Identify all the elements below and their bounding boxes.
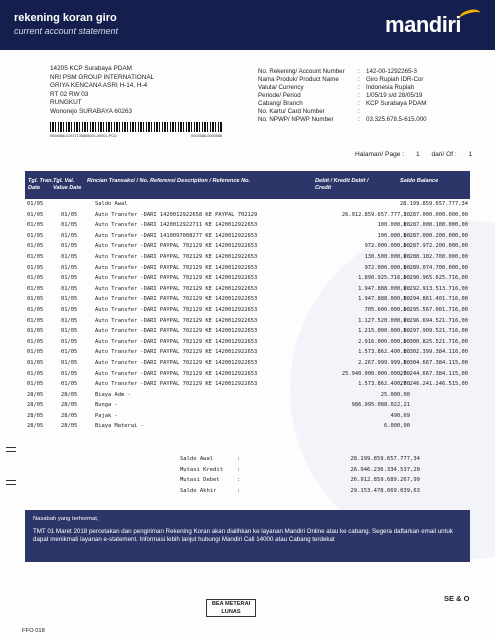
table-row: [25, 253, 470, 264]
table-row: [25, 306, 470, 317]
amount-cell: 1.947.888.000,00: [358, 296, 410, 303]
description-cell: Bunga -: [95, 402, 118, 409]
table-row: [25, 264, 470, 275]
description-cell: Auto Transfer -DARI PAYPAL 702129 KE 1420012922653: [95, 296, 258, 303]
page-total: 1: [468, 151, 473, 158]
value-date-cell: 01/05: [61, 243, 78, 250]
table-row: [25, 211, 470, 222]
table-row: [25, 317, 470, 328]
balance-cell: 27.246.241.246.515,00: [399, 381, 468, 388]
summary-value: 28.199.859.657.777,34: [350, 456, 420, 462]
amount-cell: 2.267.999.999,00: [358, 359, 410, 366]
info-value: KCP Surabaya PDAM: [366, 100, 427, 107]
value-date-cell: 01/05: [61, 211, 78, 218]
table-row: [25, 370, 470, 381]
info-value: Indonesia Rupiah: [366, 84, 415, 91]
amount-cell: 1.890.925.716,00: [358, 275, 410, 282]
table-row: [25, 412, 470, 423]
info-row: Valuta/ Currency : Indonesia Rupiah: [258, 84, 415, 91]
tran-date-cell: 01/05: [27, 370, 44, 377]
stamp-duty-box: [206, 599, 256, 617]
balance-cell: 1.295.567.001.716,00: [403, 306, 468, 313]
summary-row: Mutasi Debet : 26.912.859.689.267,99: [180, 477, 420, 483]
summary-row: Saldo Akhir : 29.153.478.069.039,63: [180, 487, 420, 494]
table-row: [25, 295, 470, 306]
amount-cell: 130.500.000,00: [364, 253, 410, 260]
table-row: [25, 285, 470, 296]
logo-wave-icon: [458, 7, 482, 24]
balance-cell: 27.244.667.384.115,00: [399, 370, 468, 377]
description-cell: Auto Transfer -DARI PAYPAL 702129 KE 1420012922653: [95, 317, 258, 324]
stamp-line1: BEA METERAI: [211, 601, 251, 607]
balance-cell: 1.287.000.100.000,00: [403, 222, 468, 229]
description-cell: Auto Transfer -DARI PAYPAL 702129 KE 1420012922653: [95, 338, 258, 345]
col-tgl-tran: Tgl. Tran. Date: [28, 178, 54, 191]
statement-subtitle: current account statement: [14, 26, 119, 36]
table-row: [25, 200, 470, 211]
page-of-label: dari/ Of :: [431, 151, 457, 158]
value-date-cell: 01/05: [61, 317, 78, 324]
barcode-number: 0004588-01917135805001-00001-PCD: [50, 134, 117, 138]
description-cell: Auto Transfer -DARI PAYPAL 702129 KE 1420012922653: [95, 359, 258, 366]
amount-cell: 25.940.000.000.000,00: [341, 370, 410, 377]
customer-address: [50, 65, 154, 117]
value-date-cell: 01/05: [61, 370, 78, 377]
summary-row: Mutasi Kredit : 26.946.236.334.537,20: [180, 466, 420, 473]
divider-mark: [6, 451, 16, 452]
summary-label: Saldo Akhir: [180, 487, 217, 494]
summary-row: Saldo Awal : 28.199.859.657.777,34: [180, 456, 420, 462]
value-date-cell: 28/05: [61, 402, 78, 409]
balance-cell: 1.297.909.521.716,00: [403, 328, 468, 335]
seo-mark: SE & O: [444, 594, 470, 603]
tran-date-cell: 01/05: [27, 201, 44, 207]
info-label: No. NPWP/ NPWP Number: [258, 116, 334, 123]
page-indicator: [355, 151, 472, 158]
summary-label: Mutasi Debet: [180, 477, 220, 483]
table-header: [25, 171, 470, 199]
col-description: Rincian Transaksi / No. Referensi Description / Reference No.: [87, 178, 251, 184]
info-value: 03.325.678.5-615.000: [366, 116, 427, 123]
description-cell: Auto Transfer -DARI 1410097008277 KE 1420012922653: [95, 232, 258, 239]
amount-cell: 6.000,00: [384, 423, 410, 430]
value-date-cell: 01/05: [61, 296, 78, 303]
amount-cell: 1.215.000.000,00: [358, 328, 410, 335]
info-label: Nama Produk/ Product Name: [258, 76, 339, 83]
balance-cell: 1.290.965.625.716,00: [403, 275, 468, 282]
tran-date-cell: 28/05: [27, 391, 44, 398]
info-label: No. Rekening/ Account Number: [258, 68, 345, 75]
page-label: Halaman/ Page :: [355, 151, 405, 158]
barcode-number: 0004588-0004588: [191, 134, 222, 138]
tran-date-cell: 01/05: [27, 211, 44, 218]
description-cell: Auto Transfer -DARI PAYPAL 702129 KE 1420012922653: [95, 328, 258, 335]
page-current: 1: [415, 151, 420, 158]
value-date-cell: 01/05: [61, 285, 78, 292]
divider-mark: [6, 484, 16, 485]
description-cell: Auto Transfer -DARI PAYPAL 702129 KE 1420012922653: [95, 243, 258, 250]
table-row: [25, 359, 470, 370]
tran-date-cell: 28/05: [27, 402, 44, 409]
divider-mark: [6, 447, 16, 448]
description-cell: Auto Transfer -DARI PAYPAL 702129 KE 1420012922653: [95, 264, 258, 271]
description-cell: Auto Transfer -DARI PAYPAL 702129 KE 1420012922653: [95, 349, 258, 356]
address-line: NRI PSM GROUP INTERNATIONAL: [50, 73, 155, 81]
amount-cell: 490,69: [390, 412, 410, 419]
balance-cell: 1.296.694.521.716,00: [403, 317, 468, 324]
description-cell: Auto Transfer -DARI PAYPAL 702129 KE 1420012922653: [95, 370, 258, 377]
table-row: [25, 221, 470, 232]
address-line: GRIYA KENCANA ASRI H-14, H-4: [50, 82, 148, 90]
amount-cell: 26.912.859.657.777,30: [341, 211, 410, 218]
value-date-cell: 28/05: [61, 423, 78, 430]
col-debit-credit: Debit / Kredit Debit / Credit: [315, 178, 369, 191]
table-row: [25, 380, 470, 391]
tran-date-cell: 28/05: [27, 423, 44, 430]
description-cell: Auto Transfer -DARI PAYPAL 702129 KE 1420012922653: [95, 275, 258, 282]
tran-date-cell: 01/05: [27, 328, 44, 335]
transactions-table: [25, 200, 470, 433]
table-row: [25, 391, 470, 402]
info-row: Cabang/ Branch : KCP Surabaya PDAM: [258, 100, 427, 107]
address-line: RT 02 RW 03: [50, 90, 89, 98]
divider-mark: [6, 480, 16, 481]
form-code: FFO 018: [22, 628, 45, 634]
info-row: No. Rekening/ Account Number : 142-00-1292265-3: [258, 68, 417, 75]
value-date-cell: 01/05: [61, 253, 78, 260]
value-date-cell: 01/05: [61, 338, 78, 345]
address-line: RUNGKUT: [50, 99, 82, 107]
amount-cell: 1.573.862.400,00: [358, 381, 410, 388]
tran-date-cell: 01/05: [27, 296, 44, 303]
description-cell: Auto Transfer -DARI 1420012922658 KE PAYPAL 702129: [95, 211, 258, 218]
amount-cell: 1.573.862.400,00: [358, 349, 410, 356]
tran-date-cell: 01/05: [27, 243, 44, 250]
description-cell: Auto Transfer -DARI 1420012922711 KE 1420012922653: [95, 222, 258, 229]
statement-header: [0, 0, 495, 50]
tran-date-cell: 01/05: [27, 264, 44, 271]
statement-title: rekening koran giro: [14, 12, 117, 24]
summary-block: [180, 456, 470, 498]
value-date-cell: 01/05: [61, 264, 78, 271]
description-cell: Auto Transfer -DARI PAYPAL 702129 KE 1420012922653: [95, 381, 258, 388]
amount-cell: 100.000,00: [377, 232, 410, 239]
description-cell: Auto Transfer -DARI PAYPAL 702129 KE 1420012922653: [95, 285, 258, 292]
value-date-cell: 01/05: [61, 328, 78, 335]
value-date-cell: 28/05: [61, 412, 78, 419]
amount-cell: 972.000.000,00: [364, 243, 410, 250]
stamp-line2: LUNAS: [221, 608, 241, 615]
description-cell: Auto Transfer -DARI PAYPAL 702129 KE 1420012922653: [95, 306, 258, 313]
description-cell: Pajak -: [95, 412, 118, 419]
table-row: [25, 401, 470, 412]
tran-date-cell: 01/05: [27, 285, 44, 292]
col-tgl-val: Tgl. Val. Value Date: [53, 178, 82, 191]
info-label: Periode/ Period: [258, 92, 301, 99]
mandiri-logo: mandiri: [385, 12, 461, 37]
info-row: No. Kartu/ Card Number :: [258, 108, 360, 115]
table-row: [25, 348, 470, 359]
balance-cell: 1.304.667.384.115,00: [403, 359, 468, 366]
table-row: [25, 338, 470, 349]
info-row: No. NPWP/ NPWP Number : 03.325.678.5-615.000: [258, 116, 427, 123]
info-row: Nama Produk/ Product Name : Giro Rupiah IDR-Cor: [258, 76, 424, 83]
table-row: [25, 242, 470, 253]
value-date-cell: 01/05: [61, 381, 78, 388]
description-cell: Saldo Awal: [95, 201, 128, 207]
tran-date-cell: 01/05: [27, 253, 44, 260]
balance-cell: 1.300.825.521.716,00: [403, 338, 468, 345]
value-date-cell: 01/05: [61, 222, 78, 229]
balance-cell: 1.287.000.200.000,00: [403, 232, 468, 239]
balance-cell: 28.199.859.657.777,34: [399, 201, 468, 207]
tran-date-cell: 01/05: [27, 275, 44, 282]
table-row: [25, 327, 470, 338]
notice-box: [25, 510, 470, 562]
value-date-cell: 01/05: [61, 275, 78, 282]
balance-cell: 1.302.399.384.116,00: [403, 349, 468, 356]
summary-label: Saldo Awal: [180, 456, 214, 462]
description-cell: Auto Transfer -DARI PAYPAL 702129 KE 1420012922653: [95, 253, 258, 260]
table-row: [25, 422, 470, 433]
tran-date-cell: 01/05: [27, 232, 44, 239]
barcode: [50, 122, 222, 132]
summary-value: 26.946.236.334.537,20: [350, 466, 420, 473]
value-date-cell: 01/05: [61, 306, 78, 313]
balance-cell: 1.288.102.700.000,00: [403, 253, 468, 260]
tran-date-cell: 01/05: [27, 338, 44, 345]
info-label: No. Kartu/ Card Number: [258, 108, 325, 115]
table-row: [25, 232, 470, 243]
amount-cell: 986.995.088.022,21: [351, 402, 410, 409]
address-line: Wonorejo SURABAYA 60263: [50, 107, 133, 115]
notice-body: TMT 01 Maret 2018 percetakan dan pengiriman Rekening Koran akan dialihkan ke layanan Mandiri Online atau ke cabang. Segera daftarkan email untuk dapat menikmati layanan e-statement. Informasi lebih lanjut hubungi Mandiri Call 14000 atau Cabang terdekat: [33, 528, 453, 544]
tran-date-cell: 28/05: [27, 412, 44, 419]
col-balance: Saldo Balance: [400, 178, 439, 184]
balance-cell: 1.287.972.200.000,00: [403, 243, 468, 250]
notice-greeting: Nasabah yang terhormat,: [33, 516, 99, 522]
tran-date-cell: 01/05: [27, 317, 44, 324]
balance-cell: 1.287.000.000.000,00: [403, 211, 468, 218]
balance-cell: 1.289.074.700.000,00: [403, 264, 468, 271]
tran-date-cell: 01/05: [27, 381, 44, 388]
amount-cell: 972.000.000,00: [364, 264, 410, 271]
barcode-numbers: [50, 134, 222, 138]
value-date-cell: 28/05: [61, 391, 78, 398]
tran-date-cell: 01/05: [27, 349, 44, 356]
address-line: 14205 KCP Surabaya PDAM: [50, 65, 132, 72]
summary-value: 29.153.478.069.039,63: [350, 487, 420, 494]
amount-cell: 705.600.000,00: [364, 306, 410, 313]
info-label: Valuta/ Currency: [258, 84, 304, 91]
description-cell: Biaya Materai -: [95, 423, 144, 430]
amount-cell: 100.000,00: [377, 222, 410, 229]
value-date-cell: 01/05: [61, 349, 78, 356]
amount-cell: 1.127.520.000,00: [358, 317, 410, 324]
balance-cell: 1.292.913.513.716,00: [403, 285, 468, 292]
value-date-cell: 01/05: [61, 232, 78, 239]
info-value: Giro Rupiah IDR-Cor: [366, 76, 424, 83]
info-value: 1/05/19 s/d 28/05/19: [366, 92, 423, 99]
tran-date-cell: 01/05: [27, 359, 44, 366]
table-row: [25, 274, 470, 285]
info-value: 142-00-1292265-3: [366, 68, 417, 75]
amount-cell: 25.000,00: [380, 391, 410, 398]
summary-value: 26.912.859.689.267,99: [350, 477, 420, 483]
description-cell: Biaya Adm -: [95, 391, 131, 398]
info-label: Cabang/ Branch: [258, 100, 303, 107]
amount-cell: 1.947.888.000,00: [358, 285, 410, 292]
balance-cell: 1.294.861.401.716,00: [403, 296, 468, 303]
info-row: Periode/ Period : 1/05/19 s/d 28/05/19: [258, 92, 423, 99]
tran-date-cell: 01/05: [27, 222, 44, 229]
amount-cell: 2.916.000.000,00: [358, 338, 410, 345]
value-date-cell: 01/05: [61, 359, 78, 366]
summary-label: Mutasi Kredit: [180, 466, 224, 473]
account-info: [258, 68, 427, 124]
tran-date-cell: 01/05: [27, 306, 44, 313]
